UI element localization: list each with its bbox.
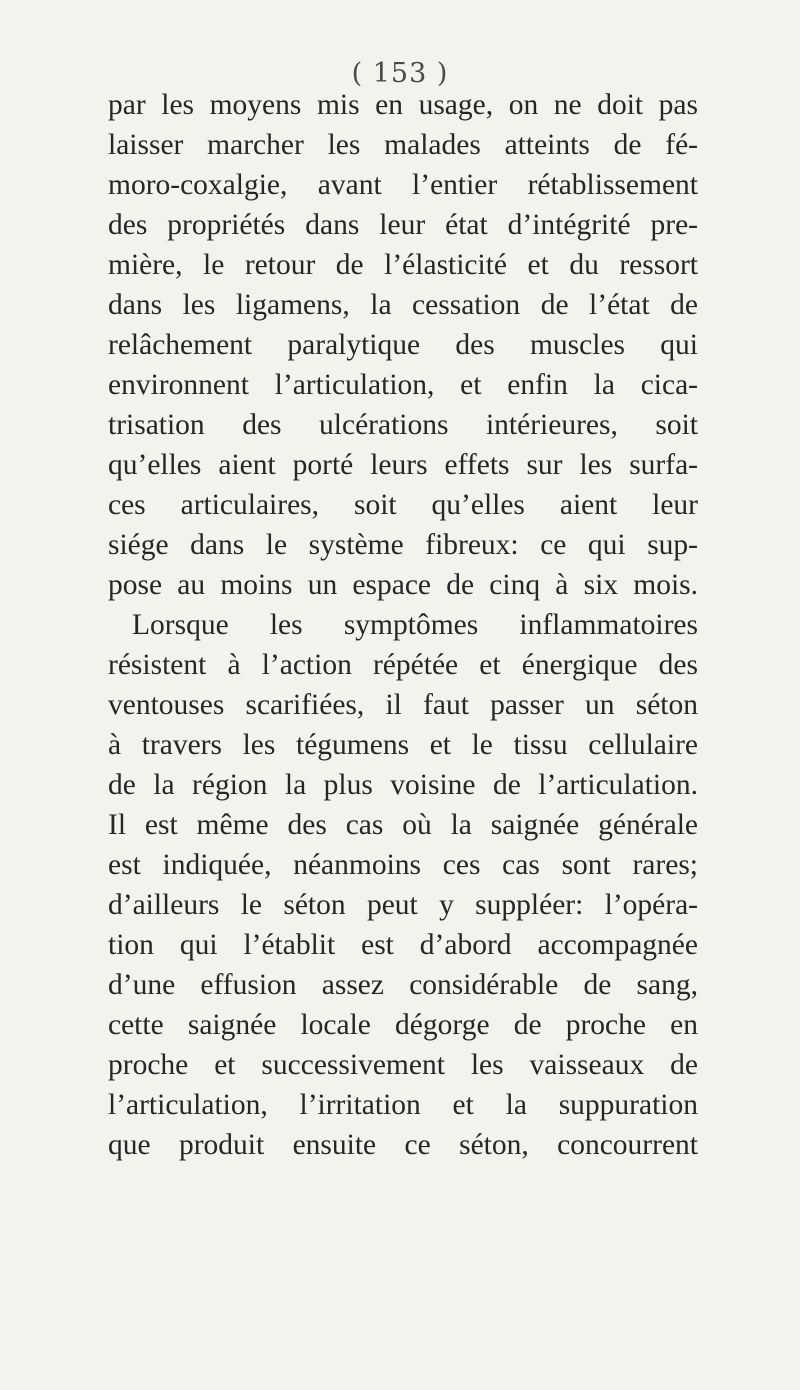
text-line: laisser marcher les malades atteints de fé-: [108, 129, 698, 161]
text-line: Il est même des cas où la saignée générale: [108, 809, 698, 841]
text-line: des propriétés dans leur état d’intégrité pre-: [108, 209, 698, 241]
text-line: Lorsque les symptômes inflammatoires: [132, 609, 698, 641]
text-line: mière, le retour de l’élasticité et du ressort: [108, 249, 698, 281]
text-line: résistent à l’action répétée et énergique des: [108, 649, 698, 681]
text-line: trisation des ulcérations intérieures, soit: [108, 409, 698, 441]
text-line: d’une effusion assez considérable de sang,: [108, 969, 698, 1001]
body-text: [108, 85, 698, 1165]
text-line: environnent l’articulation, et enfin la cica-: [108, 369, 698, 401]
text-line: d’ailleurs le séton peut y suppléer: l’opéra-: [108, 889, 698, 921]
text-line: cette saignée locale dégorge de proche en: [108, 1009, 698, 1041]
text-line: tion qui l’établit est d’abord accompagnée: [108, 929, 698, 961]
text-line: à travers les tégumens et le tissu cellulaire: [108, 729, 698, 761]
text-line: relâchement paralytique des muscles qui: [108, 329, 698, 361]
text-line: que produit ensuite ce séton, concourrent: [108, 1129, 698, 1161]
text-line: qu’elles aient porté leurs effets sur les surfa-: [108, 449, 698, 481]
text-line: ces articulaires, soit qu’elles aient leur: [108, 489, 698, 521]
text-line: ventouses scarifiées, il faut passer un séton: [108, 689, 698, 721]
text-line: moro-coxalgie, avant l’entier rétablissement: [108, 169, 698, 201]
text-line: proche et successivement les vaisseaux de: [108, 1049, 698, 1081]
text-line: l’articulation, l’irritation et la suppuration: [108, 1089, 698, 1121]
text-line: de la région la plus voisine de l’articulation.: [108, 769, 698, 801]
text-line: siége dans le système fibreux: ce qui sup-: [108, 529, 698, 561]
text-line: est indiquée, néanmoins ces cas sont rares;: [108, 849, 698, 881]
text-line: dans les ligamens, la cessation de l’état de: [108, 289, 698, 321]
page-number: ( 153 ): [351, 58, 449, 89]
text-line: par les moyens mis en usage, on ne doit pas: [108, 89, 698, 121]
text-line: pose au moins un espace de cinq à six mois.: [108, 569, 698, 601]
